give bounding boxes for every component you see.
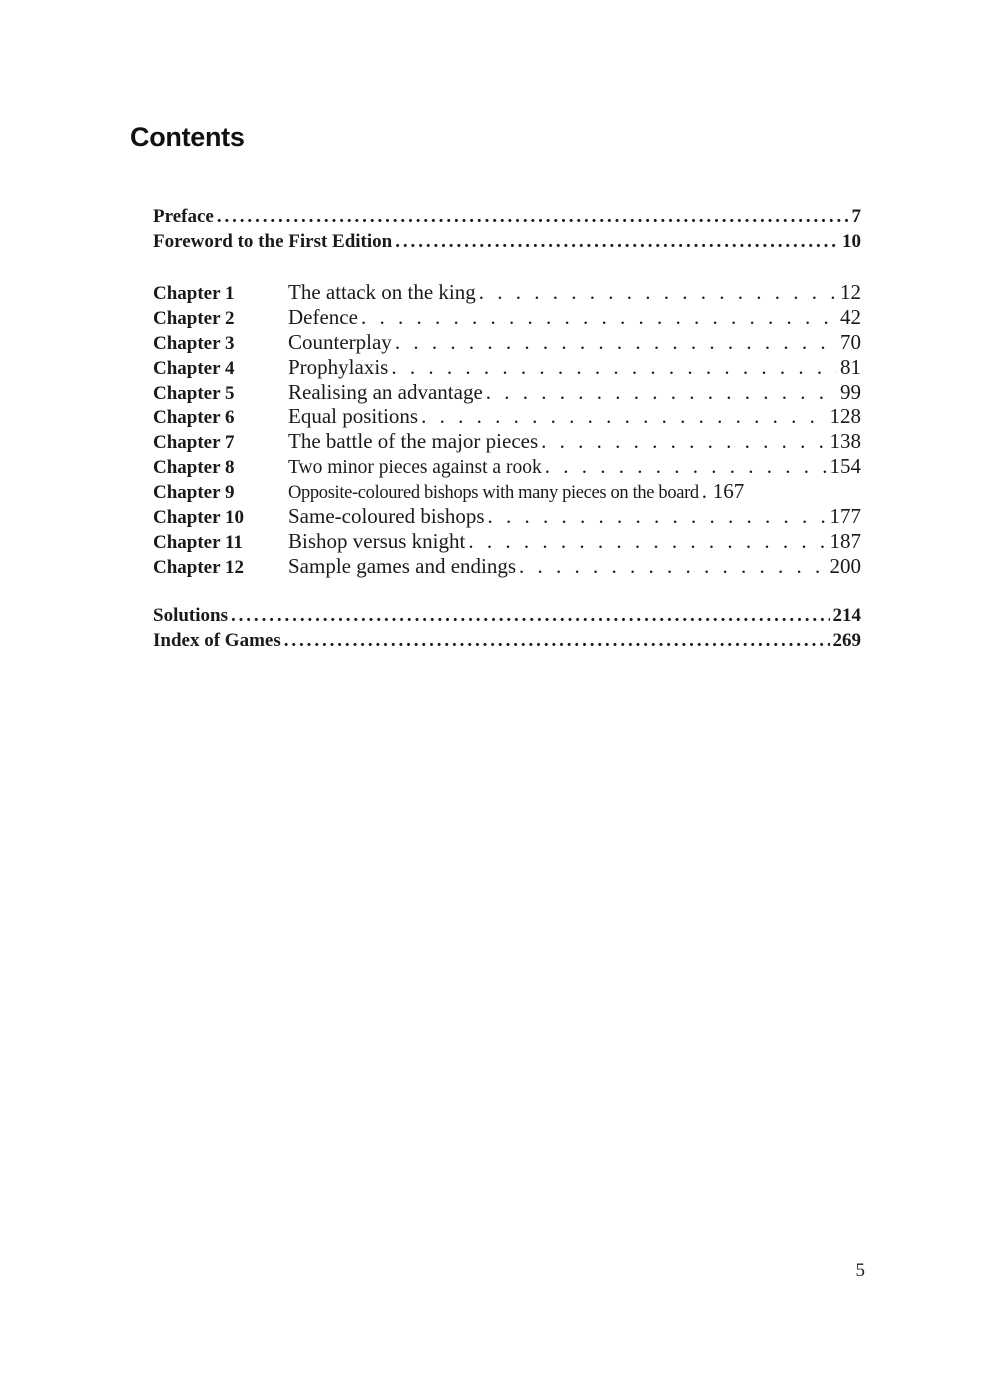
chapter-page: 99	[840, 379, 861, 404]
toc-entry-title: Foreword to the First Edition	[153, 230, 393, 252]
dot-leader	[468, 529, 826, 554]
back-matter-list	[153, 604, 861, 654]
chapter-title: Realising an advantage	[288, 379, 483, 404]
dot-leader	[488, 504, 827, 529]
dot-leader	[519, 554, 826, 579]
chapter-number: Chapter 2	[153, 307, 235, 329]
chapter-title: Counterplay	[288, 329, 392, 354]
page-title: Contents	[130, 122, 245, 152]
toc-chapter-row	[153, 554, 861, 579]
chapter-number: Chapter 8	[153, 457, 235, 479]
toc-chapter-row	[153, 355, 861, 380]
chapter-page: 128	[829, 404, 861, 429]
chapter-title: Bishop versus knight	[288, 528, 466, 553]
chapter-title: Sample games and endings	[288, 553, 517, 578]
toc-chapter-row	[153, 529, 861, 554]
chapter-number: Chapter 9	[153, 482, 235, 504]
chapter-page: 42	[840, 304, 861, 329]
toc-entry-preface	[153, 205, 861, 230]
chapter-number: Chapter 1	[153, 283, 235, 304]
toc-chapter-row	[153, 280, 861, 305]
dot-leader	[395, 330, 837, 355]
page-number: 5	[855, 1260, 865, 1281]
chapter-number: Chapter 10	[153, 507, 244, 529]
chapter-title: Defence	[288, 304, 358, 329]
toc-chapter-row	[153, 454, 861, 479]
dot-leader	[395, 230, 839, 255]
toc-entry-title: Index of Games	[153, 629, 281, 651]
front-matter-list	[153, 205, 861, 255]
toc-chapter-row	[153, 330, 861, 355]
chapter-number: Chapter 5	[153, 382, 235, 404]
toc-entry-solutions	[153, 604, 861, 629]
dot-leader	[217, 205, 849, 230]
dot-leader	[486, 380, 837, 405]
toc-entry-page: 10	[842, 230, 861, 252]
chapter-page: 200	[829, 553, 861, 578]
chapter-title: Equal positions	[288, 404, 419, 429]
chapter-page: 187	[829, 528, 861, 553]
chapter-title: Opposite-coloured bishops with many pieces on the board	[288, 483, 699, 504]
toc-entry-title: Preface	[153, 206, 214, 227]
chapter-title: Prophylaxis	[288, 354, 389, 379]
dot-leader	[541, 429, 826, 454]
chapter-number: Chapter 12	[153, 556, 244, 578]
chapter-number: Chapter 6	[153, 407, 235, 429]
toc-entry-index-of-games	[153, 629, 861, 654]
chapter-number: Chapter 11	[153, 531, 243, 553]
dot-leader	[545, 454, 827, 479]
toc-entry-foreword	[153, 230, 861, 255]
toc-chapter-row	[153, 305, 861, 330]
dot-leader	[702, 479, 710, 504]
toc-chapter-row	[153, 504, 861, 529]
toc-chapter-row	[153, 429, 861, 454]
chapter-number: Chapter 3	[153, 332, 235, 354]
chapter-page: 138	[829, 429, 861, 454]
dot-leader	[284, 629, 830, 654]
chapter-page: 81	[840, 354, 861, 379]
chapter-page: 154	[829, 454, 861, 479]
toc-entry-page: 7	[851, 206, 861, 227]
dot-leader	[479, 280, 837, 305]
chapter-page: 70	[840, 329, 861, 354]
toc-entry-page: 269	[832, 629, 861, 651]
chapter-number: Chapter 7	[153, 432, 235, 454]
chapter-page: 167	[712, 479, 745, 504]
chapter-number: Chapter 4	[153, 357, 235, 379]
dot-leader	[361, 305, 837, 330]
toc-entry-title: Solutions	[153, 605, 228, 626]
chapter-title: The battle of the major pieces	[288, 429, 539, 454]
toc-chapter-row	[153, 404, 861, 429]
dot-leader	[391, 355, 837, 380]
dot-leader	[231, 604, 830, 629]
toc-chapter-row	[153, 479, 861, 504]
chapter-title: Same-coloured bishops	[288, 504, 485, 529]
chapter-title: The attack on the king	[288, 280, 476, 304]
toc-chapter-row	[153, 380, 861, 405]
dot-leader	[421, 404, 826, 429]
chapter-title: Two minor pieces against a rook	[288, 457, 542, 479]
toc-entry-page: 214	[832, 605, 861, 626]
chapter-page: 12	[840, 280, 861, 304]
chapter-page: 177	[829, 504, 861, 529]
chapter-list	[153, 280, 861, 579]
